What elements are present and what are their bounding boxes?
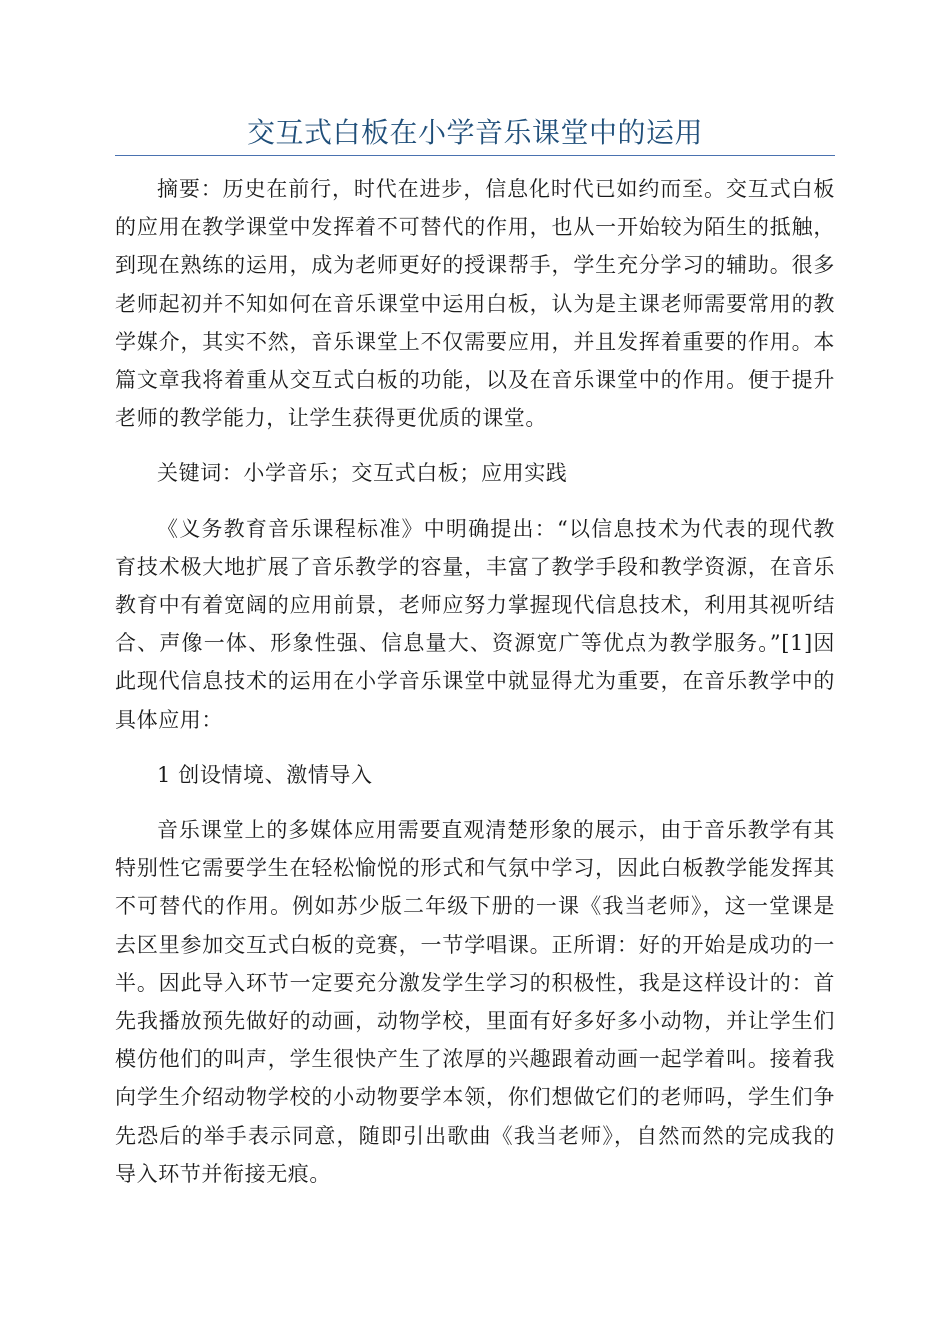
title-underline bbox=[115, 155, 835, 156]
abstract-paragraph: 摘要：历史在前行，时代在进步，信息化时代已如约而至。交互式白板的应用在教学课堂中发挥着不可替代的作用，也从一开始较为陌生的抵触，到现在熟练的运用，成为老师更好的授课帮手，学生充分学习的辅助。很多老师起初并不知如何在音乐课堂中运用白板，认为是主课老师需要常用的教学媒介，其实不然，音乐课堂上不仅需要应用，并且发挥着重要的作用。本篇文章我将着重从交互式白板的功能，以及在音乐课堂中的作用。便于提升老师的教学能力，让学生获得更优质的课堂。 bbox=[115, 177, 835, 431]
standard-quote-paragraph: 《义务教育音乐课程标准》中明确提出：“以信息技术为代表的现代教育技术极大地扩展了音乐教学的容量，丰富了教学手段和教学资源，在音乐教育中有着宽阔的应用前景，老师应努力掌握现代信息技术，利用其视听结合、声像一体、形象性强、信息量大、资源宽广等优点为教学服务。”[1]因此现代信息技术的运用在小学音乐课堂中就显得尤为重要，在音乐教学中的具体应用： bbox=[115, 516, 835, 732]
section-heading: 1 创设情境、激情导入 bbox=[157, 762, 373, 787]
section-body-paragraph: 音乐课堂上的多媒体应用需要直观清楚形象的展示，由于音乐教学有其特别性它需要学生在轻松愉悦的形式和气氛中学习，因此白板教学能发挥其不可替代的作用。例如苏少版二年级下册的一课《我当老师》，这一堂课是去区里参加交互式白板的竞赛，一节学唱课。正所谓：好的开始是成功的一半。因此导入环节一定要充分激发学生学习的积极性，我是这样设计的：首先我播放预先做好的动画，动物学校，里面有好多好多小动物，并让学生们模仿他们的叫声，学生很快产生了浓厚的兴趣跟着动画一起学着叫。接着我向学生介绍动物学校的小动物要学本领，你们想做它们的老师吗，学生们争先恐后的举手表示同意，随即引出歌曲《我当老师》，自然而然的完成我的导入环节并衔接无痕。 bbox=[115, 818, 835, 1186]
document-title: 交互式白板在小学音乐课堂中的运用 bbox=[246, 116, 703, 149]
keywords-paragraph: 关键词：小学音乐；交互式白板；应用实践 bbox=[157, 461, 568, 486]
document-body bbox=[115, 170, 835, 1193]
